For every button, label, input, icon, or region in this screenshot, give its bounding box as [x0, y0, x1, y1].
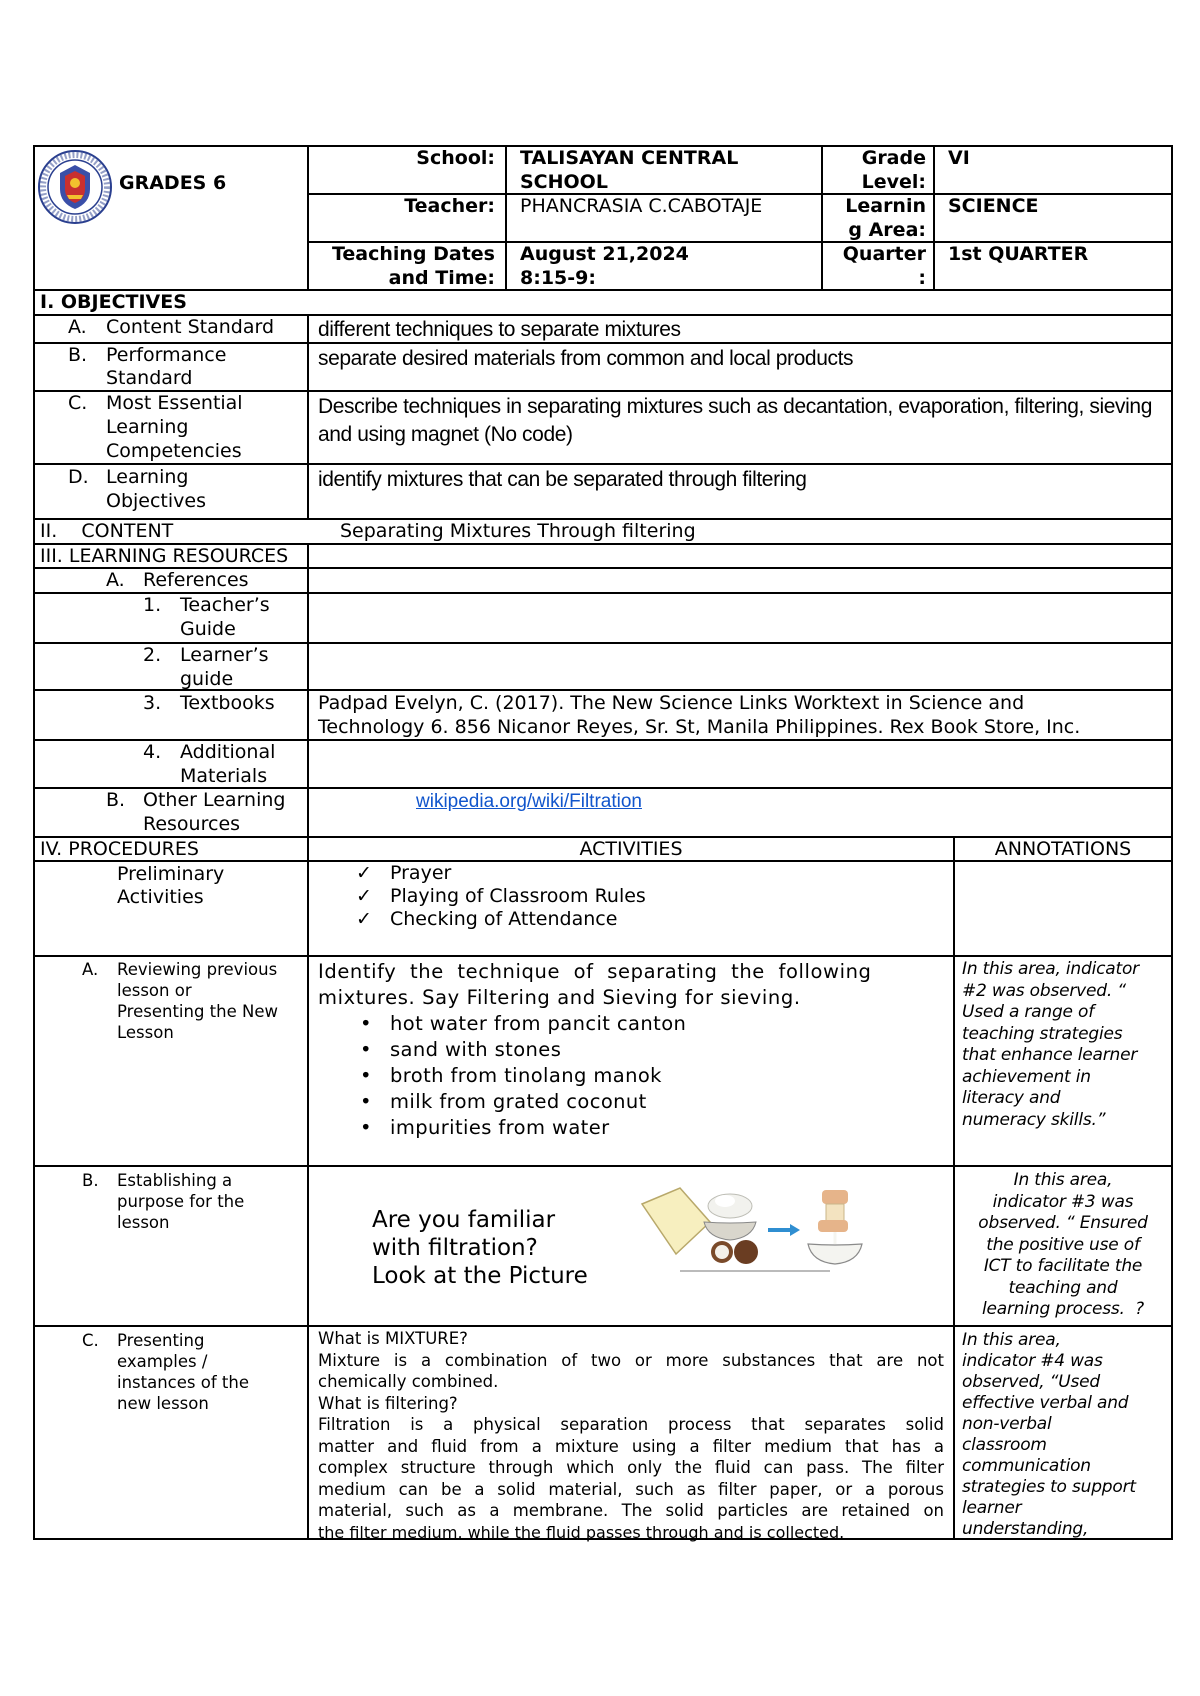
prompt-line2: with filtration?: [372, 1235, 538, 1261]
melc-label-line1: Most Essential: [106, 392, 243, 414]
learning-area-label-line2: g Area:: [848, 219, 926, 241]
textbooks-value-line1: Padpad Evelyn, C. (2017). The New Science Links Worktext in Science and: [318, 692, 1025, 714]
row-divider: [33, 1165, 1173, 1167]
presenting-label-line2: examples /: [117, 1352, 208, 1371]
dates-label-line1: Teaching Dates: [331, 243, 495, 265]
other-resources-label-line1: Other Learning: [143, 789, 286, 811]
presenting-text-line: complex structure through which only the fluid can pass. The filter: [318, 1458, 944, 1477]
bullet-icon: •: [360, 1012, 372, 1035]
teachers-guide-num: 1.: [143, 594, 162, 616]
quarter-label-line2: :: [918, 267, 926, 289]
filtration-link[interactable]: wikipedia.org/wiki/Filtration: [416, 791, 642, 812]
annotation-line: teaching strategies: [962, 1023, 1123, 1044]
reviewing-label-line3: Presenting the New: [117, 1002, 278, 1021]
establishing-label-line1: Establishing a: [117, 1171, 233, 1190]
col-divider: [933, 145, 935, 291]
annotation-line: In this area,: [962, 1330, 1061, 1350]
table-border-right: [1171, 145, 1173, 1540]
performance-standard-label-line2: Standard: [106, 367, 193, 389]
annotation-line: effective verbal and: [962, 1393, 1129, 1413]
annotation-line: understanding,: [962, 1519, 1089, 1539]
col-divider: [505, 145, 507, 291]
annotation-line: indicator #4 was: [962, 1351, 1103, 1371]
performance-standard-label-line1: Performance: [106, 344, 227, 366]
annotation-line: teaching and: [1008, 1277, 1118, 1298]
annotation-line: In this area,: [1013, 1170, 1113, 1190]
annotation-line: non-verbal: [962, 1414, 1052, 1434]
learning-objectives-label-line2: Objectives: [106, 490, 206, 512]
presenting-text-line: What is filtering?: [318, 1393, 458, 1413]
learning-objectives-letter: D.: [68, 466, 89, 488]
textbooks-num: 3.: [143, 692, 162, 714]
dates-value-line2: 8:15-9:: [520, 267, 596, 289]
melc-label-line2: Learning: [106, 416, 189, 438]
col-divider: [307, 543, 309, 1540]
annotation-line: classroom: [962, 1435, 1047, 1455]
annotation-line: learning process. ?: [982, 1299, 1144, 1319]
presenting-text-line: Filtration is a physical separation process that separates solid: [318, 1415, 944, 1434]
content-standard-letter: A.: [68, 316, 87, 338]
table-border-left: [33, 145, 35, 1540]
additional-materials-label-line2: Materials: [180, 765, 268, 787]
filtration-illustration: [640, 1182, 870, 1278]
prompt-line3: Look at the Picture: [372, 1263, 588, 1289]
preliminary-item: Prayer: [390, 862, 452, 884]
row-divider: [33, 1325, 1173, 1327]
learning-area-value: SCIENCE: [948, 195, 1039, 217]
row-divider: [33, 463, 1173, 465]
col-divider: [821, 145, 823, 291]
reviewing-label-line2: lesson or: [117, 981, 192, 1000]
additional-materials-num: 4.: [143, 741, 162, 763]
preliminary-label-line1: Preliminary: [117, 863, 225, 885]
dates-label-line2: and Time:: [388, 267, 495, 289]
activities-column-header: ACTIVITIES: [579, 838, 683, 860]
mixture-item: impurities from water: [390, 1116, 610, 1139]
learners-guide-label-line1: Learner’s: [180, 644, 269, 666]
bullet-icon: •: [360, 1090, 372, 1113]
annotation-line: Used a range of: [962, 1002, 1094, 1022]
presenting-letter: C.: [82, 1331, 99, 1350]
annotation-line: numeracy skills.”: [962, 1109, 1106, 1130]
school-value-line2: SCHOOL: [520, 171, 608, 193]
bullet-icon: •: [360, 1064, 372, 1087]
annotation-line: communication: [962, 1456, 1091, 1476]
annotations-column-header: ANNOTATIONS: [994, 838, 1132, 860]
learning-area-label-line1: Learnin: [845, 195, 926, 217]
other-resources-label-line2: Resources: [143, 813, 241, 835]
mixture-item: sand with stones: [390, 1038, 562, 1061]
quarter-value: 1st QUARTER: [948, 243, 1089, 265]
grades-title: GRADES 6: [119, 172, 227, 194]
annotation-line: In this area, indicator: [962, 959, 1139, 979]
bullet-icon: •: [360, 1038, 372, 1061]
annotation-line: learner: [962, 1498, 1022, 1518]
teachers-guide-label-line2: Guide: [180, 618, 236, 640]
presenting-text-line: What is MIXTURE?: [318, 1329, 468, 1348]
presenting-text-line: material, such as a membrane. The solid particles are retained on: [318, 1501, 944, 1520]
presenting-text-line: chemically combined.: [318, 1372, 499, 1391]
procedures-heading: IV. PROCEDURES: [40, 838, 199, 860]
presenting-text-line: the filter medium, while the fluid passes through and is collected.: [318, 1522, 845, 1542]
dates-value-line1: August 21,2024: [520, 243, 689, 265]
annotation-line: literacy and: [962, 1088, 1061, 1108]
reviewing-label-line4: Lesson: [117, 1023, 174, 1042]
mixture-item: broth from tinolang manok: [390, 1064, 662, 1087]
bullet-icon: •: [360, 1116, 372, 1139]
annotation-line: strategies to support: [962, 1477, 1136, 1497]
annotation-line: achievement in: [962, 1066, 1091, 1087]
learners-guide-num: 2.: [143, 644, 162, 666]
teachers-guide-label-line1: Teacher’s: [180, 594, 270, 616]
melc-label-line3: Competencies: [106, 440, 242, 462]
grade-level-label-line1: Grade: [861, 147, 926, 169]
learning-objectives-value: identify mixtures that can be separated through filtering: [318, 468, 807, 491]
preliminary-label-line2: Activities: [117, 886, 204, 908]
references-label: References: [143, 569, 249, 591]
teacher-value: PHANCRASIA C.CABOTAJE: [520, 195, 763, 217]
col-divider: [307, 145, 309, 291]
annotation-line: ICT to facilitate the: [983, 1256, 1143, 1276]
preliminary-item: Checking of Attendance: [390, 908, 618, 930]
deped-seal-logo: [37, 149, 113, 225]
content-heading: II. CONTENT: [40, 520, 174, 542]
presenting-label-line4: new lesson: [117, 1394, 209, 1413]
establishing-label-line3: lesson: [117, 1213, 170, 1232]
melc-letter: C.: [68, 392, 88, 414]
check-icon: ✓: [356, 908, 372, 930]
school-label: School:: [416, 147, 495, 169]
row-divider: [33, 955, 1173, 957]
presenting-text-line: Mixture is a combination of two or more substances that are not: [318, 1350, 944, 1370]
melc-value-line1: Describe techniques in separating mixtures such as decantation, evaporation, filtering, sieving: [318, 395, 1152, 418]
col-divider: [307, 314, 309, 519]
check-icon: ✓: [356, 862, 372, 884]
row-divider: [33, 289, 1173, 291]
content-standard-value: different techniques to separate mixtures: [318, 318, 681, 341]
learning-objectives-label-line1: Learning: [106, 466, 189, 488]
references-letter: A.: [106, 569, 125, 591]
school-value-line1: TALISAYAN CENTRAL: [520, 147, 739, 169]
presenting-text-line: medium can be a solid material, such as filter paper, or a porous: [318, 1479, 944, 1499]
annotation-line: #2 was observed. “: [962, 980, 1126, 1001]
preliminary-item: Playing of Classroom Rules: [390, 885, 646, 907]
establishing-label-line2: purpose for the: [117, 1192, 245, 1211]
annotation-line: indicator #3 was: [992, 1191, 1134, 1212]
presenting-text-line: matter and fluid from a mixture using a filter medium that has a: [318, 1436, 944, 1456]
annotation-line: observed, “Used: [962, 1372, 1100, 1392]
prompt-line1: Are you familiar: [372, 1207, 556, 1233]
additional-materials-label-line1: Additional: [180, 741, 276, 763]
textbooks-label: Textbooks: [180, 692, 275, 714]
reviewing-label-line1: Reviewing previous: [117, 960, 278, 979]
objectives-heading: I. OBJECTIVES: [40, 291, 187, 313]
annotation-line: that enhance learner: [962, 1045, 1138, 1065]
mixture-item: milk from grated coconut: [390, 1090, 647, 1113]
melc-value-line2: and using magnet (No code): [318, 423, 573, 446]
establishing-letter: B.: [82, 1171, 99, 1190]
reviewing-letter: A.: [82, 960, 99, 979]
reviewing-intro-line1: Identify the technique of separating the following: [318, 960, 872, 983]
content-value: Separating Mixtures Through filtering: [340, 520, 696, 542]
textbooks-value-line2: Technology 6. 856 Nicanor Reyes, Sr. St, Manila Philippines. Rex Book Store, Inc.: [318, 716, 1081, 738]
performance-standard-letter: B.: [68, 344, 88, 366]
teacher-label: Teacher:: [404, 195, 495, 217]
content-standard-label: Content Standard: [106, 316, 275, 338]
check-icon: ✓: [356, 885, 372, 907]
performance-standard-value: separate desired materials from common and local products: [318, 347, 854, 370]
resources-heading: III. LEARNING RESOURCES: [40, 545, 289, 567]
mixture-item: hot water from pancit canton: [390, 1012, 687, 1035]
other-resources-letter: B.: [106, 789, 126, 811]
presenting-label-line3: instances of the: [117, 1373, 249, 1392]
reviewing-intro-line2: mixtures. Say Filtering and Sieving for sieving.: [318, 986, 801, 1009]
grade-level-value: VI: [948, 147, 970, 169]
grade-level-label-line2: Level:: [861, 171, 926, 193]
quarter-label-line1: Quarter: [842, 243, 926, 265]
presenting-label-line1: Presenting: [117, 1331, 205, 1350]
annotation-line: the positive use of: [986, 1234, 1140, 1255]
learners-guide-label-line2: guide: [180, 668, 234, 690]
annotation-line: observed. “ Ensured: [978, 1213, 1148, 1233]
